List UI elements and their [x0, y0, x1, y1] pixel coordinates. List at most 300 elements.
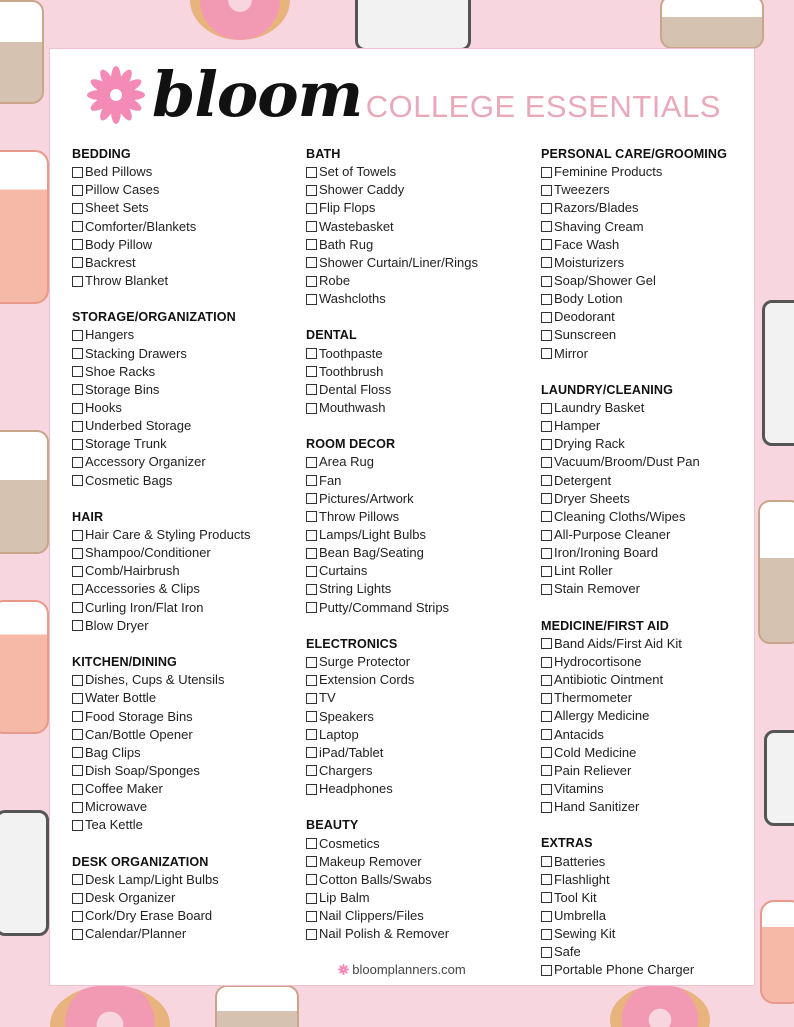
checkbox[interactable] — [72, 548, 83, 559]
checkbox[interactable] — [72, 693, 83, 704]
checkbox[interactable] — [72, 530, 83, 541]
checklist-item[interactable] — [541, 925, 766, 943]
checkbox[interactable] — [306, 167, 317, 178]
checklist-item[interactable] — [72, 599, 297, 617]
checkbox[interactable] — [541, 475, 552, 486]
checklist-section — [306, 435, 531, 616]
checklist-item[interactable] — [306, 181, 531, 199]
checkbox[interactable] — [72, 239, 83, 250]
checklist-item[interactable] — [541, 635, 766, 653]
checklist-item[interactable] — [541, 308, 766, 326]
checklist-item-label: Sewing Kit — [554, 926, 616, 942]
checkbox[interactable] — [541, 675, 552, 686]
checklist-item[interactable] — [72, 236, 297, 254]
checklist-item[interactable] — [306, 871, 531, 889]
checkbox[interactable] — [306, 856, 317, 867]
checklist-item[interactable] — [541, 671, 766, 689]
checklist-item-label: Hand Sanitizer — [554, 799, 640, 815]
checklist-item[interactable] — [541, 199, 766, 217]
checkbox[interactable] — [306, 221, 317, 232]
checklist-item[interactable] — [541, 290, 766, 308]
checklist-section — [72, 308, 297, 489]
checkbox[interactable] — [306, 203, 317, 214]
checklist-item[interactable] — [72, 562, 297, 580]
checklist-item[interactable] — [306, 726, 531, 744]
checklist-item[interactable] — [306, 599, 531, 617]
checklist-item[interactable] — [306, 363, 531, 381]
checklist-item[interactable] — [72, 798, 297, 816]
checklist-item[interactable] — [306, 889, 531, 907]
checkbox[interactable] — [72, 439, 83, 450]
checklist-item[interactable] — [72, 199, 297, 217]
checklist-item-label: Area Rug — [319, 454, 374, 470]
checkbox[interactable] — [541, 711, 552, 722]
checklist-item-label: Drying Rack — [554, 436, 625, 452]
checkbox[interactable] — [72, 421, 83, 432]
checkbox[interactable] — [541, 421, 552, 432]
checklist-item[interactable] — [541, 853, 766, 871]
checkbox[interactable] — [72, 911, 83, 922]
checkbox[interactable] — [541, 403, 552, 414]
checklist-item[interactable] — [72, 617, 297, 635]
checklist-item[interactable] — [306, 472, 531, 490]
checkbox[interactable] — [72, 366, 83, 377]
checkbox[interactable] — [541, 511, 552, 522]
checklist-item-label: Desk Lamp/Light Bulbs — [85, 871, 219, 887]
checklist-item[interactable] — [306, 526, 531, 544]
checkbox[interactable] — [541, 203, 552, 214]
checklist-item[interactable] — [306, 671, 531, 689]
checkbox[interactable] — [306, 729, 317, 740]
checkbox[interactable] — [541, 657, 552, 668]
checkbox[interactable] — [541, 638, 552, 649]
checklist-item-label: Washcloths — [319, 291, 386, 307]
checkbox[interactable] — [72, 584, 83, 595]
checkbox[interactable] — [72, 348, 83, 359]
checkbox[interactable] — [72, 185, 83, 196]
checklist-item[interactable] — [306, 544, 531, 562]
checklist-item-label: Surge Protector — [319, 654, 411, 670]
checklist-item[interactable] — [306, 490, 531, 508]
checklist-item-label: Cork/Dry Erase Board — [85, 908, 213, 924]
checkbox[interactable] — [541, 765, 552, 776]
checklist-item[interactable] — [72, 907, 297, 925]
checklist-item[interactable] — [541, 490, 766, 508]
iced-drink-illustration — [0, 600, 49, 734]
checklist-item-label: Bean Bag/Seating — [319, 545, 424, 561]
checklist-sheet — [49, 48, 755, 986]
checkbox[interactable] — [306, 566, 317, 577]
checklist-item[interactable] — [306, 236, 531, 254]
checkbox[interactable] — [541, 276, 552, 287]
checklist-item[interactable] — [541, 218, 766, 236]
checkbox[interactable] — [306, 185, 317, 196]
checklist-item[interactable] — [306, 744, 531, 762]
checkbox[interactable] — [541, 439, 552, 450]
checklist-item[interactable] — [306, 562, 531, 580]
checklist-item-label: Bag Clips — [85, 744, 141, 760]
checkbox[interactable] — [72, 566, 83, 577]
checkbox[interactable] — [541, 348, 552, 359]
checkbox[interactable] — [306, 838, 317, 849]
checklist-item-label: Stacking Drawers — [85, 345, 187, 361]
checklist-item[interactable] — [72, 762, 297, 780]
checklist-item-label: Shaving Cream — [554, 218, 644, 234]
checklist-item[interactable] — [306, 853, 531, 871]
checklist-item-label: Comforter/Blankets — [85, 218, 197, 234]
checklist-item[interactable] — [541, 562, 766, 580]
checklist-item-label: Fan — [319, 472, 342, 488]
checklist-item[interactable] — [541, 236, 766, 254]
checklist-item[interactable] — [72, 181, 297, 199]
coffee-cup-illustration — [215, 985, 299, 1027]
checklist-item[interactable] — [72, 472, 297, 490]
checkbox[interactable] — [306, 747, 317, 758]
checkbox[interactable] — [541, 729, 552, 740]
checklist-item[interactable] — [541, 780, 766, 798]
checkbox[interactable] — [306, 548, 317, 559]
checkbox[interactable] — [306, 294, 317, 305]
checklist-item[interactable] — [541, 345, 766, 363]
coffee-mug-illustration — [355, 0, 471, 51]
checklist-item-label: Feminine Products — [554, 164, 663, 180]
checklist-item[interactable] — [541, 417, 766, 435]
checkbox[interactable] — [541, 294, 552, 305]
checklist-item-label: Can/Bottle Opener — [85, 726, 193, 742]
checklist-item-label: Body Pillow — [85, 236, 153, 252]
checkbox[interactable] — [72, 602, 83, 613]
checklist-item[interactable] — [72, 726, 297, 744]
checklist-item[interactable] — [541, 689, 766, 707]
checklist-item-label: Hydrocortisone — [554, 654, 642, 670]
checklist-item[interactable] — [72, 744, 297, 762]
checklist-item[interactable] — [306, 381, 531, 399]
checklist-item[interactable] — [306, 163, 531, 181]
checklist-item[interactable] — [72, 272, 297, 290]
checklist-item[interactable] — [306, 835, 531, 853]
checklist-item[interactable] — [306, 762, 531, 780]
checklist-item[interactable] — [72, 780, 297, 798]
checkbox[interactable] — [72, 784, 83, 795]
checklist-item-label: Portable Phone Charger — [554, 962, 695, 978]
checkbox[interactable] — [541, 856, 552, 867]
checklist-item[interactable] — [306, 399, 531, 417]
checklist-column — [306, 145, 531, 962]
checkbox[interactable] — [72, 802, 83, 813]
checklist-item[interactable] — [541, 726, 766, 744]
checklist-item[interactable] — [541, 544, 766, 562]
checklist-item[interactable] — [72, 889, 297, 907]
flower-icon — [86, 65, 146, 125]
checkbox[interactable] — [306, 257, 317, 268]
checklist-item[interactable] — [72, 580, 297, 598]
checklist-item-label: Safe — [554, 944, 581, 960]
checkbox[interactable] — [72, 747, 83, 758]
section-heading: MEDICINE/FIRST AID — [541, 618, 669, 633]
checklist-item-label: Lint Roller — [554, 563, 613, 579]
checkbox[interactable] — [72, 893, 83, 904]
checklist-item-label: Sheet Sets — [85, 200, 149, 216]
checkbox[interactable] — [72, 675, 83, 686]
checklist-item-label: Antibiotic Ointment — [554, 672, 664, 688]
checklist-item-label: Makeup Remover — [319, 853, 422, 869]
checklist-item[interactable] — [306, 580, 531, 598]
checkbox[interactable] — [541, 457, 552, 468]
checkbox[interactable] — [306, 384, 317, 395]
checklist-item[interactable] — [306, 345, 531, 363]
checkbox[interactable] — [306, 530, 317, 541]
checklist-section — [541, 145, 766, 363]
checklist-item-label: Lip Balm — [319, 889, 370, 905]
checkbox[interactable] — [306, 711, 317, 722]
checklist-item[interactable] — [306, 653, 531, 671]
checkbox[interactable] — [306, 475, 317, 486]
checklist-item[interactable] — [541, 707, 766, 725]
checklist-section — [72, 508, 297, 635]
section-heading: STORAGE/ORGANIZATION — [72, 310, 236, 325]
checklist-item[interactable] — [72, 871, 297, 889]
section-heading: EXTRAS — [541, 836, 593, 851]
checkbox[interactable] — [541, 566, 552, 577]
checklist-item-label: Putty/Command Strips — [319, 599, 450, 615]
checklist-item-label: Blow Dryer — [85, 617, 149, 633]
checklist-item[interactable] — [72, 381, 297, 399]
donut-illustration — [190, 0, 290, 40]
checklist-item-label: Batteries — [554, 853, 606, 869]
checklist-item[interactable] — [541, 163, 766, 181]
checklist-item[interactable] — [72, 345, 297, 363]
checklist-item-label: Shower Caddy — [319, 182, 405, 198]
checkbox[interactable] — [306, 874, 317, 885]
checklist-item-label: Cosmetics — [319, 835, 380, 851]
checklist-item-label: Body Lotion — [554, 291, 623, 307]
checklist-item-label: Backrest — [85, 254, 136, 270]
checkbox[interactable] — [72, 330, 83, 341]
checklist-item-label: Vacuum/Broom/Dust Pan — [554, 454, 700, 470]
checkbox[interactable] — [306, 403, 317, 414]
checkbox[interactable] — [306, 366, 317, 377]
checkbox[interactable] — [306, 239, 317, 250]
checklist-item[interactable] — [541, 762, 766, 780]
website-link[interactable]: bloomplanners.com — [352, 962, 466, 977]
checkbox[interactable] — [541, 312, 552, 323]
checkbox[interactable] — [72, 820, 83, 831]
checklist-item-label: Flashlight — [554, 871, 610, 887]
checklist-item[interactable] — [72, 399, 297, 417]
checkbox[interactable] — [541, 548, 552, 559]
checkbox[interactable] — [306, 348, 317, 359]
checklist-item-label: Food Storage Bins — [85, 708, 193, 724]
checkbox[interactable] — [306, 929, 317, 940]
checklist-item-label: Umbrella — [554, 908, 607, 924]
checklist-section — [541, 834, 766, 979]
checkbox[interactable] — [72, 257, 83, 268]
checkbox[interactable] — [541, 911, 552, 922]
checklist-item-label: Thermometer — [554, 690, 633, 706]
checklist-item[interactable] — [72, 526, 297, 544]
checklist-item[interactable] — [541, 326, 766, 344]
checkbox[interactable] — [306, 584, 317, 595]
checklist-item[interactable] — [541, 889, 766, 907]
checklist-item[interactable] — [72, 671, 297, 689]
checkbox[interactable] — [72, 765, 83, 776]
checkbox[interactable] — [72, 167, 83, 178]
checklist-item-label: Lamps/Light Bulbs — [319, 527, 426, 543]
checklist-item[interactable] — [72, 163, 297, 181]
donut-illustration — [50, 985, 170, 1027]
checkbox[interactable] — [72, 620, 83, 631]
checklist-item[interactable] — [541, 943, 766, 961]
checklist-item[interactable] — [541, 653, 766, 671]
coffee-cup-illustration — [0, 430, 49, 554]
checklist-item[interactable] — [72, 544, 297, 562]
checkbox[interactable] — [72, 929, 83, 940]
checklist-item-label: Dishes, Cups & Utensils — [85, 672, 225, 688]
checklist-item[interactable] — [306, 199, 531, 217]
checklist-item-label: Tea Kettle — [85, 817, 143, 833]
checklist-item-label: Shoe Racks — [85, 363, 156, 379]
checklist-item[interactable] — [541, 744, 766, 762]
checkbox[interactable] — [541, 330, 552, 341]
checkbox[interactable] — [306, 784, 317, 795]
checkbox[interactable] — [306, 893, 317, 904]
checkbox[interactable] — [306, 693, 317, 704]
checkbox[interactable] — [306, 457, 317, 468]
checkbox[interactable] — [541, 493, 552, 504]
checklist-column — [72, 145, 297, 962]
checkbox[interactable] — [306, 493, 317, 504]
checklist-item[interactable] — [541, 798, 766, 816]
checklist-item-label: Headphones — [319, 781, 393, 797]
checklist-item[interactable] — [306, 689, 531, 707]
checkbox[interactable] — [541, 892, 552, 903]
checklist-item[interactable] — [541, 254, 766, 272]
checklist-item[interactable] — [541, 580, 766, 598]
checkbox[interactable] — [72, 403, 83, 414]
checkbox[interactable] — [306, 511, 317, 522]
checklist-item[interactable] — [541, 508, 766, 526]
checklist-item[interactable] — [541, 399, 766, 417]
checkbox[interactable] — [72, 729, 83, 740]
checkbox[interactable] — [541, 784, 552, 795]
checklist-item[interactable] — [306, 508, 531, 526]
checkbox[interactable] — [541, 947, 552, 958]
checkbox[interactable] — [72, 711, 83, 722]
checklist-item-label: Stain Remover — [554, 581, 640, 597]
checkbox[interactable] — [306, 675, 317, 686]
checkbox[interactable] — [72, 384, 83, 395]
checklist-item[interactable] — [72, 435, 297, 453]
checklist-item-label: Dryer Sheets — [554, 490, 630, 506]
checkbox[interactable] — [541, 929, 552, 940]
checklist-item-label: Moisturizers — [554, 254, 625, 270]
checklist-item[interactable] — [541, 435, 766, 453]
checklist-item[interactable] — [306, 290, 531, 308]
checklist-item[interactable] — [306, 907, 531, 925]
checkbox[interactable] — [541, 185, 552, 196]
checklist-item[interactable] — [72, 453, 297, 471]
checklist-item[interactable] — [306, 272, 531, 290]
checklist-item[interactable] — [306, 780, 531, 798]
checklist-item[interactable] — [72, 326, 297, 344]
checklist-item-label: Bath Rug — [319, 236, 374, 252]
checkbox[interactable] — [72, 457, 83, 468]
checkbox[interactable] — [306, 276, 317, 287]
checkbox[interactable] — [72, 203, 83, 214]
checklist-item-label: Throw Pillows — [319, 508, 400, 524]
checkbox[interactable] — [541, 874, 552, 885]
checkbox[interactable] — [306, 657, 317, 668]
checklist-item-label: Flip Flops — [319, 200, 376, 216]
checklist-item[interactable] — [72, 925, 297, 943]
checklist-item-label: Hangers — [85, 327, 135, 343]
checklist-item-label: Face Wash — [554, 236, 620, 252]
checkbox[interactable] — [541, 584, 552, 595]
checklist-item[interactable] — [72, 708, 297, 726]
checkbox[interactable] — [72, 874, 83, 885]
checklist-section — [306, 816, 531, 943]
checkbox[interactable] — [541, 239, 552, 250]
checkbox[interactable] — [306, 765, 317, 776]
checkbox[interactable] — [541, 167, 552, 178]
checkbox[interactable] — [306, 911, 317, 922]
checkbox[interactable] — [306, 602, 317, 613]
checkbox[interactable] — [72, 475, 83, 486]
checklist-item[interactable] — [541, 272, 766, 290]
checkbox[interactable] — [541, 257, 552, 268]
checklist-item[interactable] — [541, 871, 766, 889]
checklist-item-label: All-Purpose Cleaner — [554, 527, 671, 542]
checklist-item-label: Dish Soap/Sponges — [85, 762, 200, 778]
checklist-item-label: Laundry Basket — [554, 400, 645, 416]
checkbox[interactable] — [541, 747, 552, 758]
checkbox[interactable] — [72, 276, 83, 287]
checklist-item-label: Extension Cords — [319, 672, 415, 688]
checklist-item[interactable] — [72, 363, 297, 381]
brand-logo — [86, 58, 363, 131]
checkbox[interactable] — [541, 693, 552, 704]
checklist-item[interactable] — [306, 254, 531, 272]
checklist-item-label: Speakers — [319, 708, 374, 724]
checklist-item[interactable] — [72, 816, 297, 834]
checklist-item[interactable] — [306, 925, 531, 943]
checklist-item-label: Cotton Balls/Swabs — [319, 871, 432, 887]
checklist-item[interactable] — [541, 181, 766, 199]
checkbox[interactable] — [541, 530, 552, 541]
checklist-section — [306, 145, 531, 308]
checkbox[interactable] — [72, 221, 83, 232]
checkbox[interactable] — [541, 802, 552, 813]
checklist-item[interactable] — [306, 708, 531, 726]
checklist-item[interactable] — [72, 417, 297, 435]
section-heading: ROOM DECOR — [306, 437, 396, 452]
checklist-item[interactable] — [541, 472, 766, 490]
checklist-item[interactable] — [306, 218, 531, 236]
checklist-item-label: Curling Iron/Flat Iron — [85, 599, 204, 615]
checklist-item[interactable] — [541, 526, 766, 544]
footer — [50, 962, 754, 977]
checklist-item-label: Underbed Storage — [85, 418, 192, 434]
checklist-item[interactable] — [72, 218, 297, 236]
checklist-item-label: Coffee Maker — [85, 781, 163, 797]
checklist-item[interactable] — [541, 907, 766, 925]
checklist-item[interactable] — [72, 689, 297, 707]
checklist-item-label: Mouthwash — [319, 400, 386, 416]
checklist-item[interactable] — [306, 453, 531, 471]
checkbox[interactable] — [541, 221, 552, 232]
checklist-item[interactable] — [72, 254, 297, 272]
checklist-item[interactable] — [541, 453, 766, 471]
